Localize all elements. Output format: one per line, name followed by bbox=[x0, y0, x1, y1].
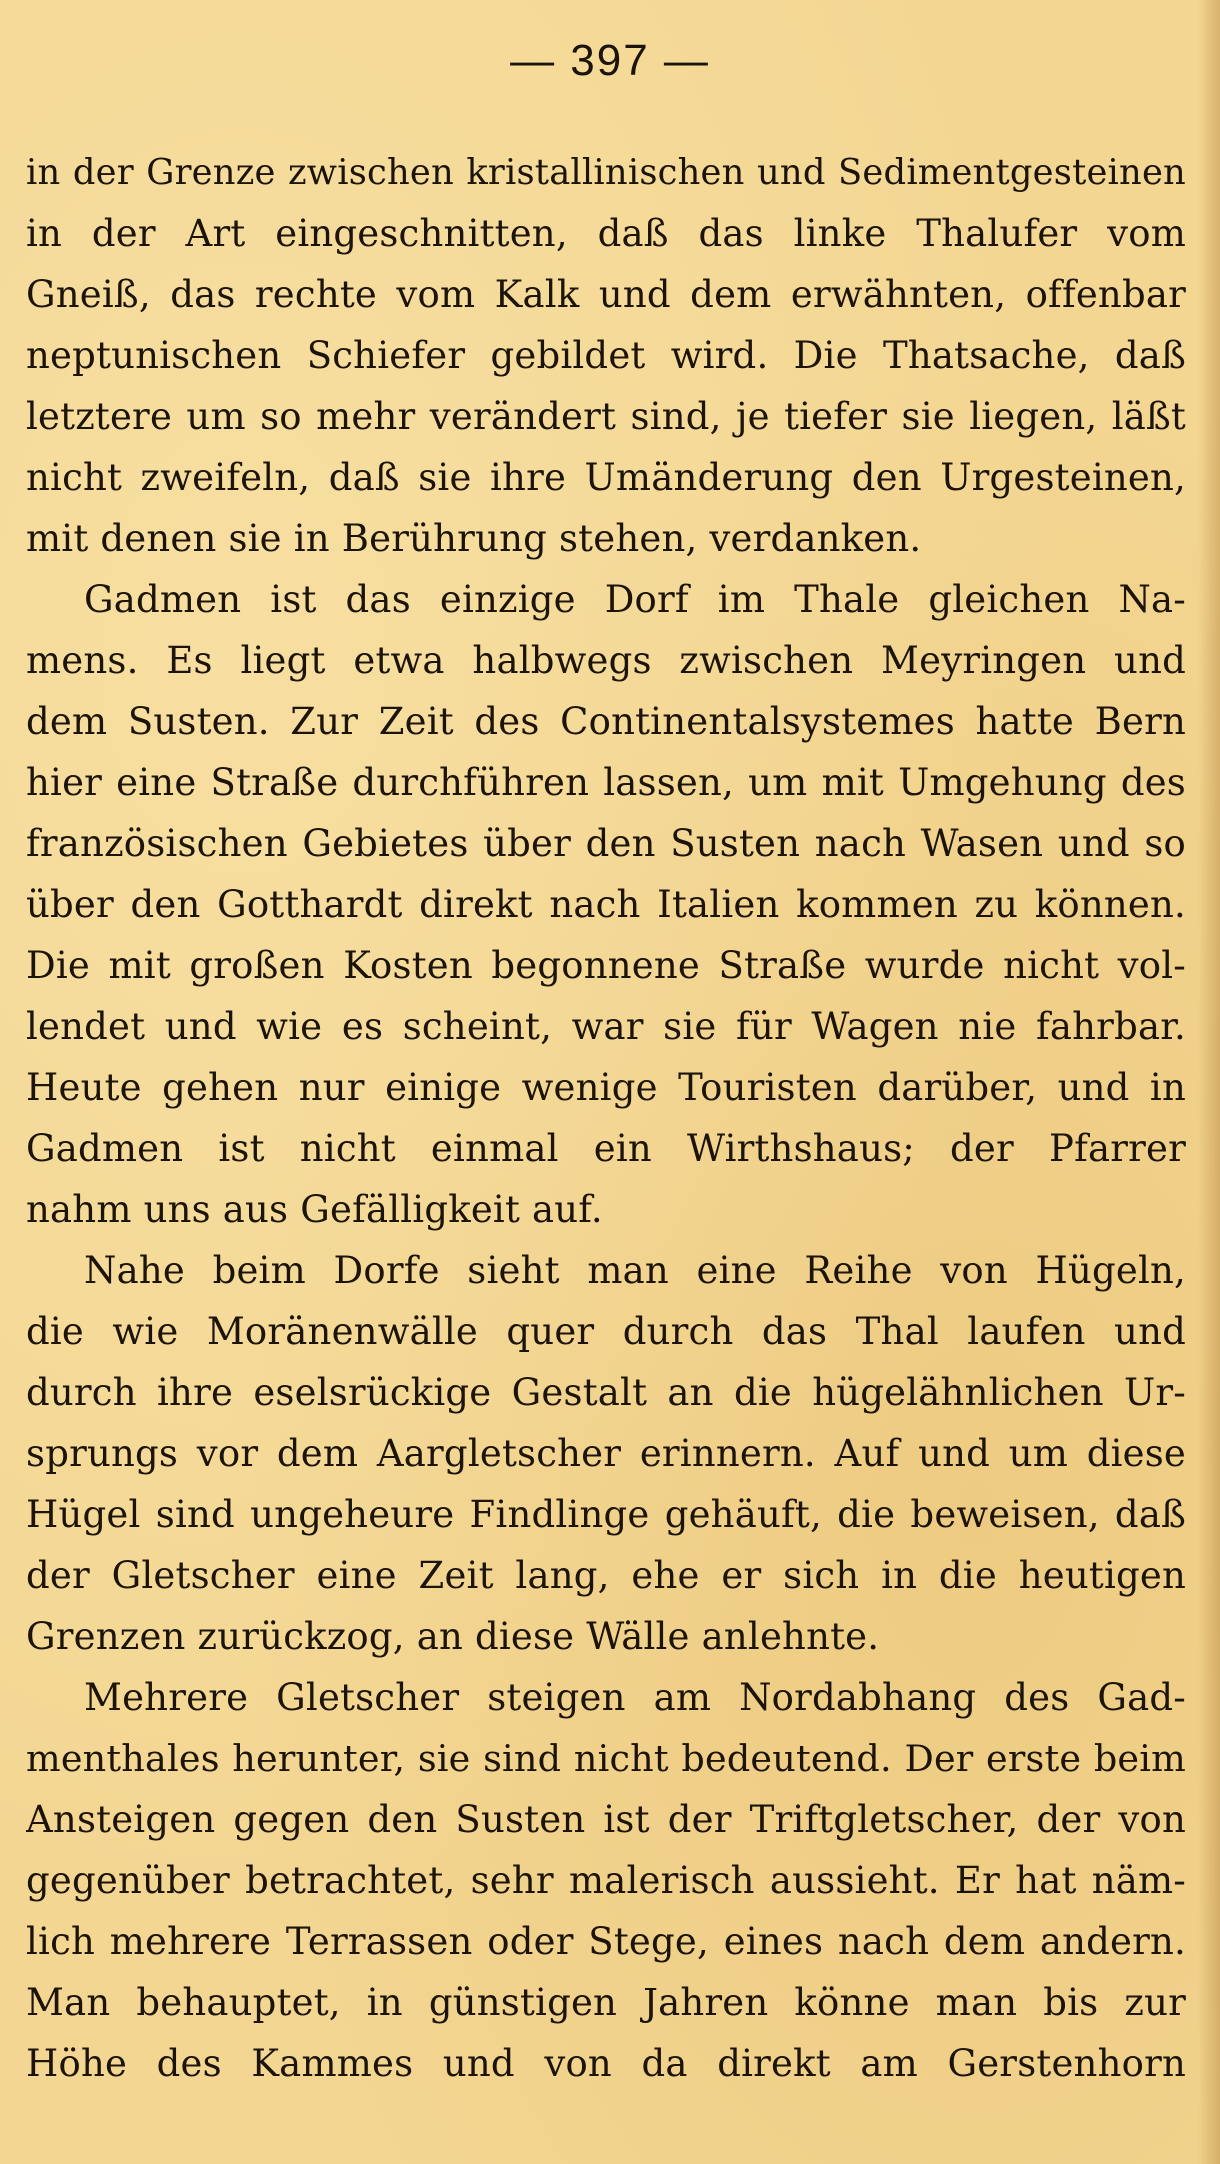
text-line: mens. Es liegt etwa halbwegs zwischen Meyringen und bbox=[26, 639, 1186, 682]
text-line: durch ihre eselsrückige Gestalt an die hügelähnlichen Ur- bbox=[26, 1371, 1186, 1414]
text-line: neptunischen Schiefer gebildet wird. Die Thatsache, daß bbox=[26, 334, 1186, 377]
text-line: Gadmen ist das einzige Dorf im Thale gleichen Na- bbox=[84, 578, 1186, 621]
text-line: Man behauptet, in günstigen Jahren könne man bis zur bbox=[26, 1981, 1186, 2024]
page-number: — 397 — bbox=[510, 36, 710, 85]
text-line: dem Susten. Zur Zeit des Continentalsystemes hatte Bern bbox=[26, 700, 1186, 743]
text-line: menthales herunter, sie sind nicht bedeutend. Der erste beim bbox=[26, 1737, 1186, 1780]
text-line: Mehrere Gletscher steigen am Nordabhang des Gad- bbox=[84, 1676, 1186, 1719]
text-line: Grenzen zurückzog, an diese Wälle anlehnte. bbox=[26, 1615, 880, 1658]
text-line: über den Gotthardt direkt nach Italien kommen zu können. bbox=[26, 883, 1186, 926]
text-line: in der Grenze zwischen kristallinischen und Sedimentgesteinen bbox=[26, 152, 1186, 193]
text-line: lendet und wie es scheint, war sie für Wagen nie fahrbar. bbox=[26, 1005, 1186, 1048]
text-line: Heute gehen nur einige wenige Touristen darüber, und in bbox=[26, 1066, 1186, 1109]
text-line: Nahe beim Dorfe sieht man eine Reihe von Hügeln, bbox=[84, 1249, 1186, 1292]
text-line: Gneiß, das rechte vom Kalk und dem erwähnten, offenbar bbox=[26, 273, 1186, 316]
text-line: der Gletscher eine Zeit lang, ehe er sich in die heutigen bbox=[26, 1554, 1186, 1597]
text-line: Gadmen ist nicht einmal ein Wirthshaus; der Pfarrer bbox=[26, 1127, 1186, 1170]
body-text bbox=[26, 142, 1186, 2094]
text-line: mit denen sie in Berührung stehen, verdanken. bbox=[26, 517, 922, 560]
text-line: gegenüber betrachtet, sehr malerisch aussieht. Er hat näm- bbox=[26, 1859, 1186, 1902]
page-edge-shadow bbox=[1198, 0, 1220, 2164]
text-line: hier eine Straße durchführen lassen, um mit Umgehung des bbox=[26, 761, 1186, 804]
text-line: letztere um so mehr verändert sind, je tiefer sie liegen, läßt bbox=[26, 395, 1186, 438]
text-line: lich mehrere Terrassen oder Stege, eines nach dem andern. bbox=[26, 1920, 1186, 1963]
text-line: sprungs vor dem Aargletscher erinnern. Auf und um diese bbox=[26, 1432, 1186, 1475]
text-line: in der Art eingeschnitten, daß das linke Thalufer vom bbox=[26, 212, 1186, 255]
text-line: nicht zweifeln, daß sie ihre Umänderung den Urgesteinen, bbox=[26, 456, 1186, 499]
text-line: Die mit großen Kosten begonnene Straße wurde nicht vol- bbox=[26, 944, 1186, 987]
text-line: französischen Gebietes über den Susten nach Wasen und so bbox=[26, 822, 1186, 865]
text-line: Hügel sind ungeheure Findlinge gehäuft, die beweisen, daß bbox=[26, 1493, 1186, 1536]
text-line: nahm uns aus Gefälligkeit auf. bbox=[26, 1188, 603, 1231]
text-line: Ansteigen gegen den Susten ist der Triftgletscher, der von bbox=[26, 1798, 1186, 1841]
text-line: Höhe des Kammes und von da direkt am Gerstenhorn bbox=[26, 2042, 1186, 2085]
text-line: die wie Moränenwälle quer durch das Thal laufen und bbox=[26, 1310, 1186, 1353]
